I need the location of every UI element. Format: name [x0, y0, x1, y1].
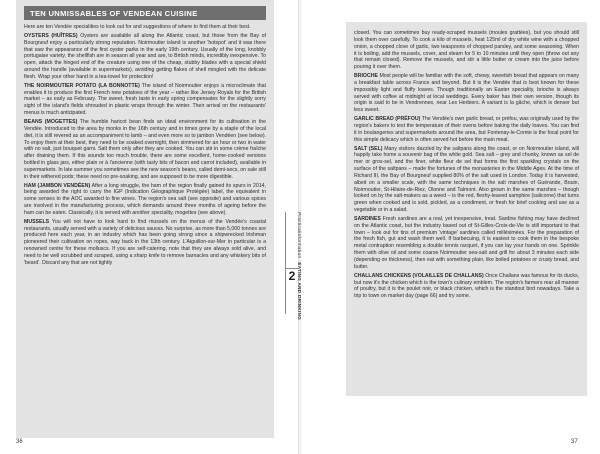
section-chickens [354, 273, 579, 300]
section-mussels [24, 219, 266, 267]
chapter-tab-text [297, 212, 302, 321]
feature-box [16, 0, 274, 438]
section-heading: THE NOIRMOUTIER POTATO (LA BONNOTTE) [24, 82, 140, 89]
section-potato [24, 83, 266, 117]
section-oysters [24, 33, 266, 81]
section-text: You will not have to look hard to find mussels on the menus of the Vendée's coastal restaurants, usually served with a variety of delicious sauces. No surprise, as more than 5,000 tonnes are produced here each year, in an industry which has been going strong since a shipwrecked Irishman pioneered their cultivation on ropes, way back in the 13th century. L'Aiguillon-sur-Mer in particular is a renowned centre for these molluscs. If you are self-catering, note that they are always sold alive, and need to be well scrubbed and scraped, using a sharp knife to remove barnacles and any whiskery bits of 'beard'. Discard any that are not tightly [24, 218, 266, 266]
section-heading: HAM (JAMBON VENDÉEN) [24, 182, 91, 189]
chapter-tab [285, 212, 302, 321]
right-page [301, 0, 600, 454]
section-text: Most people will be familiar with the soft, chewy, sweetish bread that appears on many a breakfast table across France and beyond. But it is the Vendée that is best known for these impossibly light and fluffy loaves. Though traditionally an Easter speciality, brioche is always served with coffee at midnight at local weddings. Every baker has their own version, though its origin is said to be in Vendrennes, near Les Herbiers. A variant is la gâche, which is denser but less sweet. [354, 73, 579, 114]
section-salt [354, 146, 579, 214]
section-ham [24, 183, 266, 217]
box-body-right [346, 22, 587, 300]
section-heading: BEANS (MOGETTES) [24, 118, 78, 125]
box-title: TEN UNMISSABLES OF VENDEAN CUISINE [24, 6, 266, 20]
section-heading: MUSSELS [24, 218, 50, 225]
section-text: Fresh sardines are a real, yet inexpensive, treat. Sardine fishing may have declined on the Atlantic coast, but the industry based out of St-Gilles-Croix-de-Vie is still important to that town – look out for tins of premium 'vintage' sardines called millésimées. For the preparation of the fresh fish, gut and wash them well. If barbecuing, it is easiest to cook them in the bespoke metal contraption resembling a double tennis racquet, if you can lay your hands on one. Sprinkle them with olive oil and some coarse Noirmoutier sea-salt and grill for about 3 minutes each side (depending on thickness), then eat with something plain, like boiled potatoes or crusty bread, and butter. [354, 215, 579, 270]
section-text: Many visitors dazzled by the saltpans along the coast, or on Noirmoutier island, will happily take home a souvenir bag of the white gold. Sea salt – grey and chunky, known as sel de mer or gros-sel, and the finer, white fleur de sel that forms the first sparkling crystals on the surface of the saltpans – made the fortunes of the monasteries in the Middle Ages. At the time of Richard III, the Bay of Bourgneuf supplied 80% of the salt used in London. Today it is harvested, albeit on a smaller scale, with the same techniques in the salt marshes of Guérande, Bouin, Noirmoutier, St-Hilaire-de-Riez, Olonne and Talmont. Also grown in the same marshes – though looked on by the salt-makers as a weed – is the red, fleshy-leaved samphire (salicorne) that turns green when cooked and is sold, pickled, as a condiment, or fresh for brief cooking and use as a vegetable or in a salad. [354, 145, 579, 214]
page-number-right: 37 [571, 439, 578, 445]
section-text: After a long struggle, the ham of the region finally gained its spurs in 2014, being awarded the right to carry the IGP (Indication Géographique Protégée) label, the equivalent in some senses to the AOC awarded to fine wines. The region's sea salt (see opposite) and various spices are involved in the manufacturing process, which demands around three months of ageing before the ham can be eaten. Classically, it is served with another speciality, mogettes (see above). [24, 182, 266, 216]
section-heading: BRIOCHE [354, 73, 378, 80]
section-text: The Vendée's own garlic bread, or préfou, was originally used by the region's bakers to test the temperature of their ovens before baking the daily loaves. You can find it in boulangeries and supermarkets around the area, but Fontenay-le-Comte is the focal point for this simple delicacy which is often served hot before the main meal. [354, 116, 579, 143]
feature-box-continued [346, 22, 587, 396]
continuation-paragraph: closed. You can sometimes buy ready-scraped mussels (moules grattées), but you should still look them over carefully. To cook a kilo of mussels, heat 125ml of dry white wine with a chopped onion, a chopped clove of garlic, two teaspoons of chopped parsley, and some seasoning. When it is boiling, add the mussels, cover, and steam for 5 to 10 minutes until they open (throw out any that remain closed). Remove the mussels, and stir a little butter or cream into the juice before pouring it over them. [354, 30, 579, 71]
section-text: Once Challans was famous for its ducks, but now it's the chicken which is the town's culinary emblem. The region's farmers rear all manner of poultry, but it is the poulet noir, or black chicken, which is the standout bird nowadays. Take a trip to town on market day (page 66) and try some. [354, 272, 579, 300]
section-heading: GARLIC BREAD (PRÉFOU) [354, 116, 421, 123]
chapter-tab-section: EATING AND DRINKING [297, 262, 302, 321]
section-heading: SARDINES [354, 215, 381, 222]
page-number-left: 36 [16, 439, 23, 445]
section-brioche [354, 73, 579, 114]
section-heading: CHALLANS CHICKENS (VOLAILLES DE CHALLANS) [354, 272, 484, 279]
section-text: The island of Noirmoutier enjoys a microclimate that enables it to produce the first French new potatoes of the year – rather like Jersey Royals for the British market – as early as February. The sweet, fresh taste in early spring compensates for the slightly sorry sight of the island's fields shrouded in plastic wraps through the winter. Their arrival on the restaurants' menus is much anticipated. [24, 82, 266, 117]
box-body-left [16, 24, 274, 267]
section-text: The humble haricot bean finds an ideal environment for its cultivation in the Vendée. Introduced to the area by monks in the 16th century and in times gone by a staple of the local diet, it is still revered as an accompaniment to lamb – and even more so to jambon Vendéen (see below). To enjoy them at their best, they need to be soaked overnight, then simmered for an hour or two in water with no salt, just bouquet garni. Salt them only after they are cooked. You can stir in some crème fraîche after draining them. If this sounds too much trouble, there are some excellent, home-cooked versions bottled in glass jars, either plain or à l'ancienne (with tasty bits of bacon and carrot included), available in supermarkets. In late summer you sometimes see the new season's beans, called demi-secs, on sale still in their withered pods; these need no pre-soaking, and are supposed to be more digestible. [24, 118, 267, 180]
section-garlic-bread [354, 116, 579, 143]
section-beans [24, 119, 266, 181]
section-heading: OYSTERS (HUÎTRES) [24, 32, 78, 39]
intro-paragraph: Here are ten Vendée specialities to look out for and suggestions of where to find them at their best. [24, 24, 251, 30]
chapter-number: 2 [285, 268, 299, 287]
left-page [0, 0, 299, 454]
section-sardines [354, 216, 579, 271]
chapter-tab-label: Practicalinformation [297, 212, 302, 259]
section-text: Oysters are available all along the Atlantic coast, but those from the Bay of Bourgneuf enjoy a particularly strong reputation. Noirmoutier island is another 'hotspot' and it was there that saw the appearance of the first oyster parks in the early 19th century. Usually of the long, knobbly portugaise variety, the shellfish are in season all year and are, to British minds, incredibly inexpensive. To open, attack the hinged end of the creature using one of the cheap, stubby blades with a special shield around the handle (available in supermarkets), avoiding getting flakes of shell mingled with the delicate flesh. Wrap your other hand in a tea-towel for protection! [24, 32, 266, 80]
section-heading: SALT (SEL) [354, 145, 383, 152]
